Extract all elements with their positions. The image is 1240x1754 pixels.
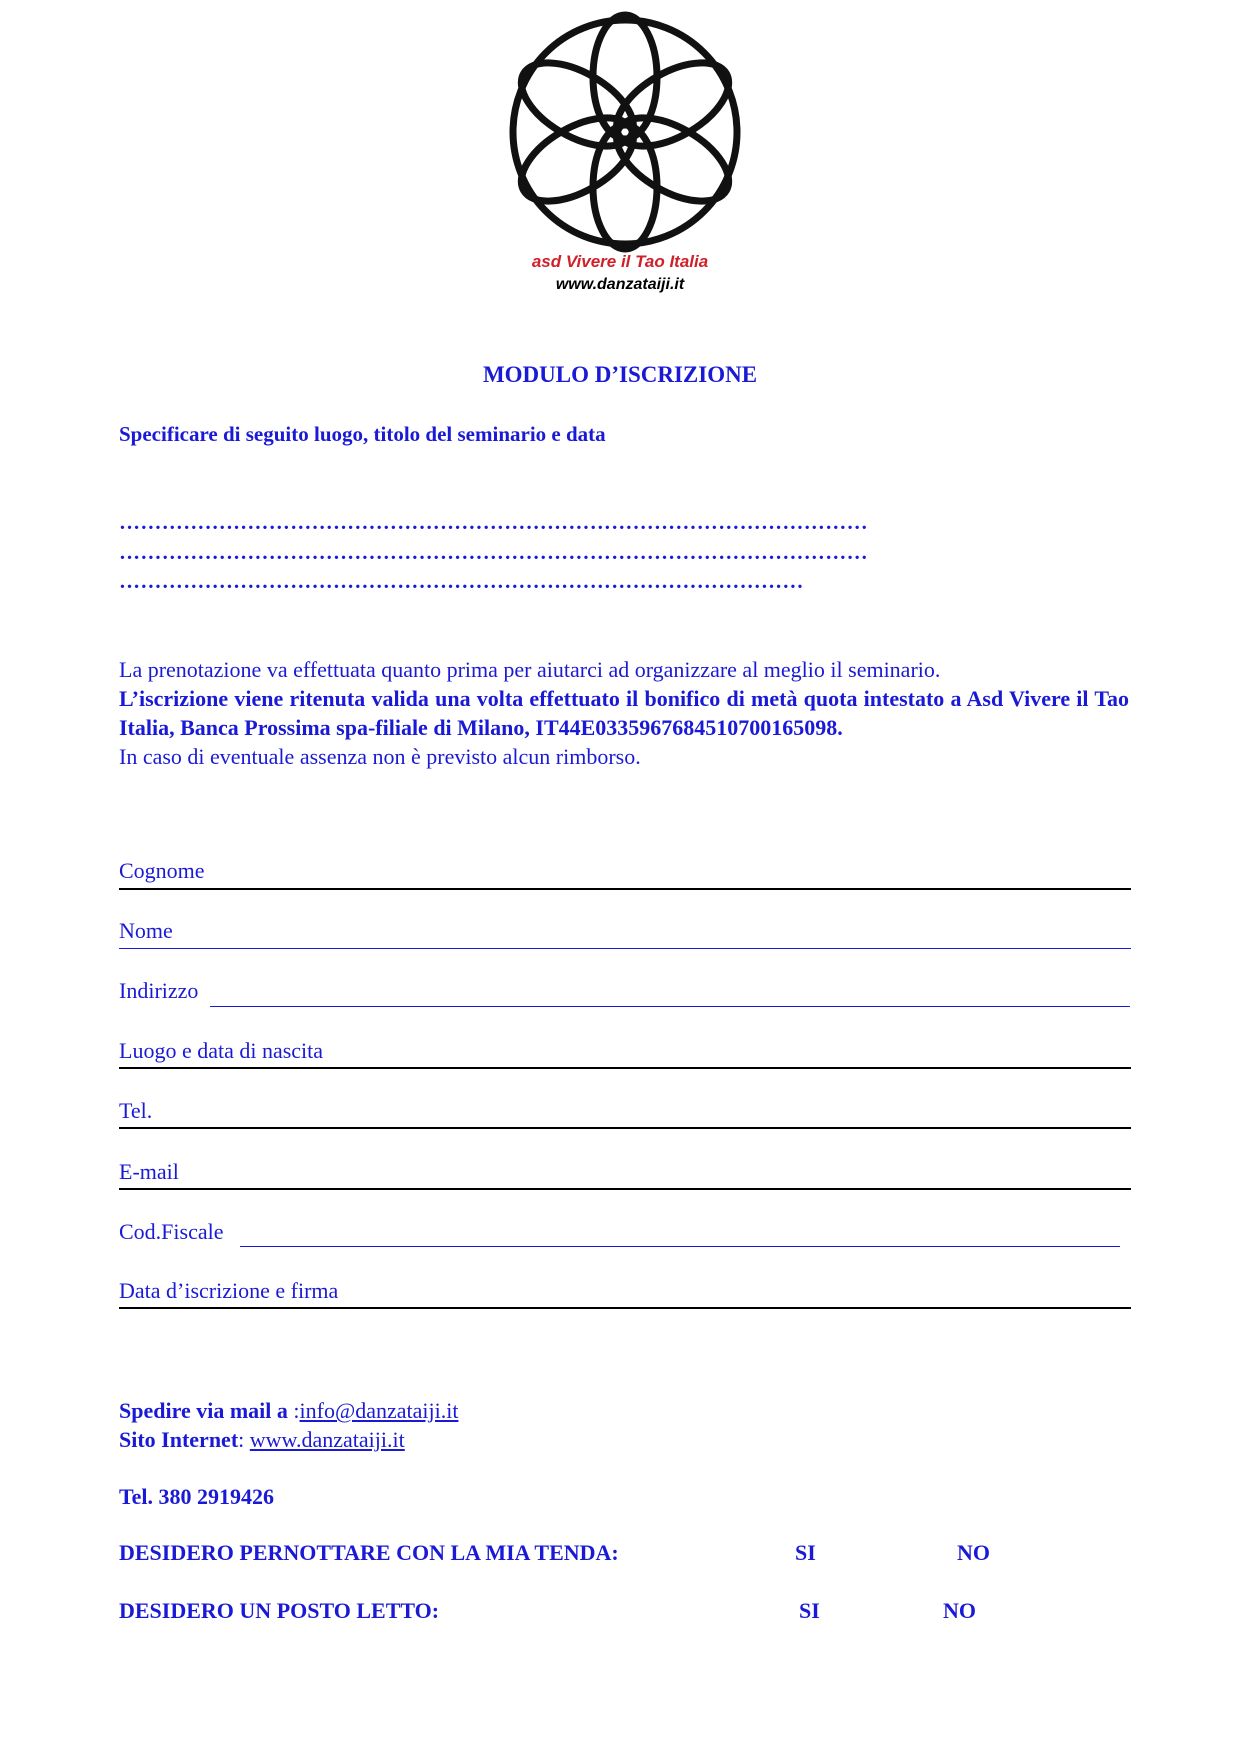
- dotted-line-3: ……………………………………………………………………………………: [119, 569, 804, 593]
- page-title: MODULO D’ISCRIZIONE: [482, 362, 758, 387]
- phone-contact-label: Tel: [119, 1484, 148, 1509]
- name-label: Nome: [119, 918, 173, 943]
- logo: [490, 10, 750, 300]
- email-field[interactable]: [119, 1188, 1131, 1190]
- surname-label: Cognome: [119, 858, 205, 883]
- mail-label: Spedire via mail a: [119, 1398, 294, 1423]
- phone-contact: [119, 1482, 274, 1511]
- info-line-booking: La prenotazione va effettuata quanto prima per aiutarci ad organizzare al meglio il seminario.: [119, 657, 941, 682]
- address-field[interactable]: [210, 1006, 1130, 1007]
- birth-field[interactable]: [119, 1067, 1131, 1069]
- bed-question: DESIDERO UN POSTO LETTO:: [119, 1598, 440, 1623]
- email-label: E-mail: [119, 1159, 179, 1184]
- site-separator: :: [238, 1427, 250, 1452]
- birth-label: Luogo e data di nascita: [119, 1038, 324, 1063]
- phone-number: . 380 2919426: [147, 1484, 275, 1509]
- tent-no-option[interactable]: NO: [957, 1540, 990, 1565]
- logo-org-name: asd Vivere il Tao Italia: [531, 252, 709, 271]
- mail-link[interactable]: info@danzataiji.it: [299, 1398, 459, 1423]
- info-line-payment: L’iscrizione viene ritenuta valida una volta effettuato il bonifico di metà quota intestato a Asd Vivere il Tao Italia, Banca Prossima spa-filiale di Milano, IT44E0335967684510700165098.: [119, 686, 1129, 740]
- tent-yes-option[interactable]: SI: [795, 1540, 816, 1565]
- dotted-line-1: ……………………………………………………………………………………………: [119, 510, 868, 534]
- surname-field[interactable]: [119, 888, 1131, 890]
- tent-question: DESIDERO PERNOTTARE CON LA MIA TENDA:: [119, 1540, 619, 1565]
- mail-separator: :: [293, 1398, 300, 1423]
- site-label: Sito Internet: [119, 1427, 239, 1452]
- bed-no-option[interactable]: NO: [943, 1598, 976, 1623]
- phone-field[interactable]: [119, 1127, 1131, 1129]
- site-link[interactable]: www.danzataiji.it: [249, 1427, 405, 1452]
- phone-label: Tel.: [119, 1098, 153, 1123]
- site-contact: [119, 1425, 405, 1454]
- name-field[interactable]: [119, 948, 1131, 949]
- info-line-refund: In caso di eventuale assenza non è previsto alcun rimborso.: [119, 744, 641, 769]
- logo-website: www.danzataiji.it: [555, 276, 685, 293]
- mail-contact: [119, 1396, 458, 1425]
- tax-code-label: Cod.Fiscale: [119, 1219, 224, 1244]
- instructions: Specificare di seguito luogo, titolo del seminario e data: [119, 422, 606, 446]
- signature-label: Data d’iscrizione e firma: [119, 1278, 339, 1303]
- address-label: Indirizzo: [119, 978, 199, 1003]
- bed-yes-option[interactable]: SI: [799, 1598, 820, 1623]
- info-paragraph: [119, 655, 1129, 771]
- signature-field[interactable]: [119, 1307, 1131, 1309]
- flower-logo-icon: [500, 10, 750, 255]
- tax-code-field[interactable]: [240, 1246, 1120, 1247]
- dotted-line-2: ……………………………………………………………………………………………: [119, 540, 868, 564]
